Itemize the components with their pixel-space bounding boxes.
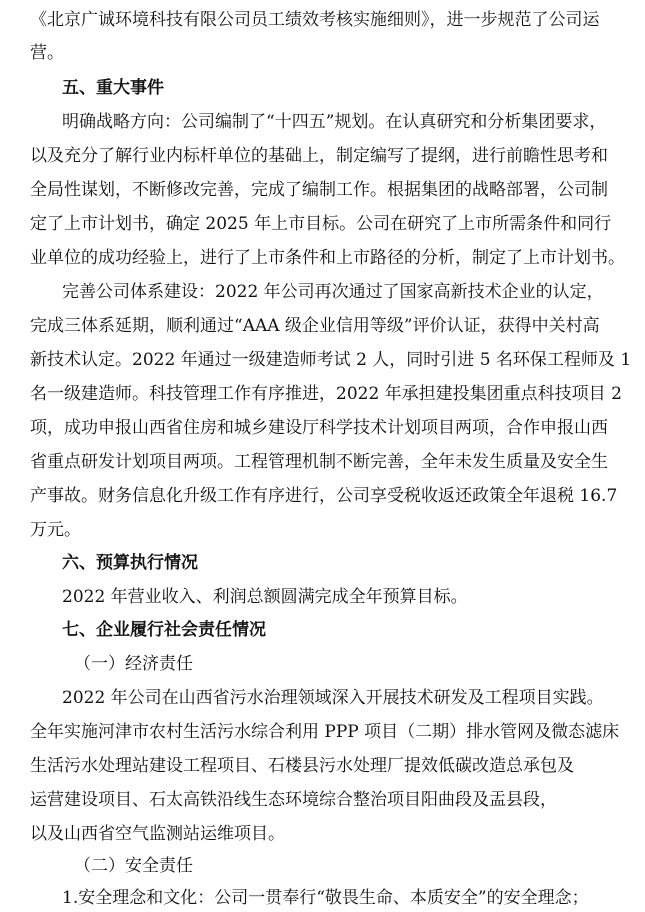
text-line: 万元。 [30,520,81,540]
subsection-heading: （二）安全责任 [74,856,193,876]
text-line: 名一级建造师。科技管理工作有序推进，2022 年承担建投集团重点科技项目 2 [30,384,622,404]
text-line: 产事故。财务信息化升级工作有序进行，公司享受税收返还政策全年退税 16.7 [30,486,618,506]
text-line: 新技术认定。2022 年通过一级建造师考试 2 人，同时引进 5 名环保工程师及 1 [30,350,632,370]
section-heading: 七、企业履行社会责任情况 [62,620,266,640]
text-line: 明确战略方向：公司编制了“十四五”规划。在认真研究和分析集团要求， [62,112,607,132]
text-line: 2022 年公司在山西省污水治理领域深入开展技术研发及工程项目实践。 [62,688,604,708]
text-line: 以及山西省空气监测站运维项目。 [30,824,285,844]
text-line: 运营建设项目、石太高铁沿线生态环境综合整治项目阳曲段及盂县段， [30,790,557,810]
text-line: 2022 年营业收入、利润总额圆满完成全年预算目标。 [62,587,468,607]
text-line: 全年实施河津市农村生活污水综合利用 PPP 项目（二期）排水管网及微态滤床 [30,722,620,742]
section-heading: 六、预算执行情况 [62,553,198,573]
text-line: 业单位的成功经验上，进行了上市条件和上市路径的分析，制定了上市计划书。 [30,248,625,268]
text-line: 全局性谋划，不断修改完善，完成了编制工作。根据集团的战略部署，公司制 [30,180,608,200]
text-line: 生活污水处理站建设工程项目、石楼县污水处理厂提效低碳改造总承包及 [30,756,574,776]
section-heading: 五、重大事件 [62,78,164,98]
text-line: 项，成功申报山西省住房和城乡建设厅科学技术计划项目两项，合作申报山西 [30,418,608,438]
text-line: 省重点研发计划项目两项。工程管理机制不断完善，全年未发生质量及安全生 [30,452,608,472]
text-line: 营。 [30,43,64,63]
text-line: 定了上市计划书，确定 2025 年上市目标。公司在研究了上市所需条件和同行 [30,214,612,234]
text-line: 《北京广诚环境科技有限公司员工绩效考核实施细则》，进一步规范了公司运 [30,10,600,30]
text-line: 1.安全理念和文化：公司一贯奉行“敬畏生命、本质安全”的安全理念； [62,888,589,908]
text-line: 以及充分了解行业内标杆单位的基础上，制定编写了提纲，进行前瞻性思考和 [30,146,608,166]
text-line: 完善公司体系建设：2022 年公司再次通过了国家高新技术企业的认定， [62,282,604,302]
text-line: 完成三体系延期，顺利通过“AAA 级企业信用等级”评价认证，获得中关村高 [30,316,600,336]
subsection-heading: （一）经济责任 [74,654,193,674]
